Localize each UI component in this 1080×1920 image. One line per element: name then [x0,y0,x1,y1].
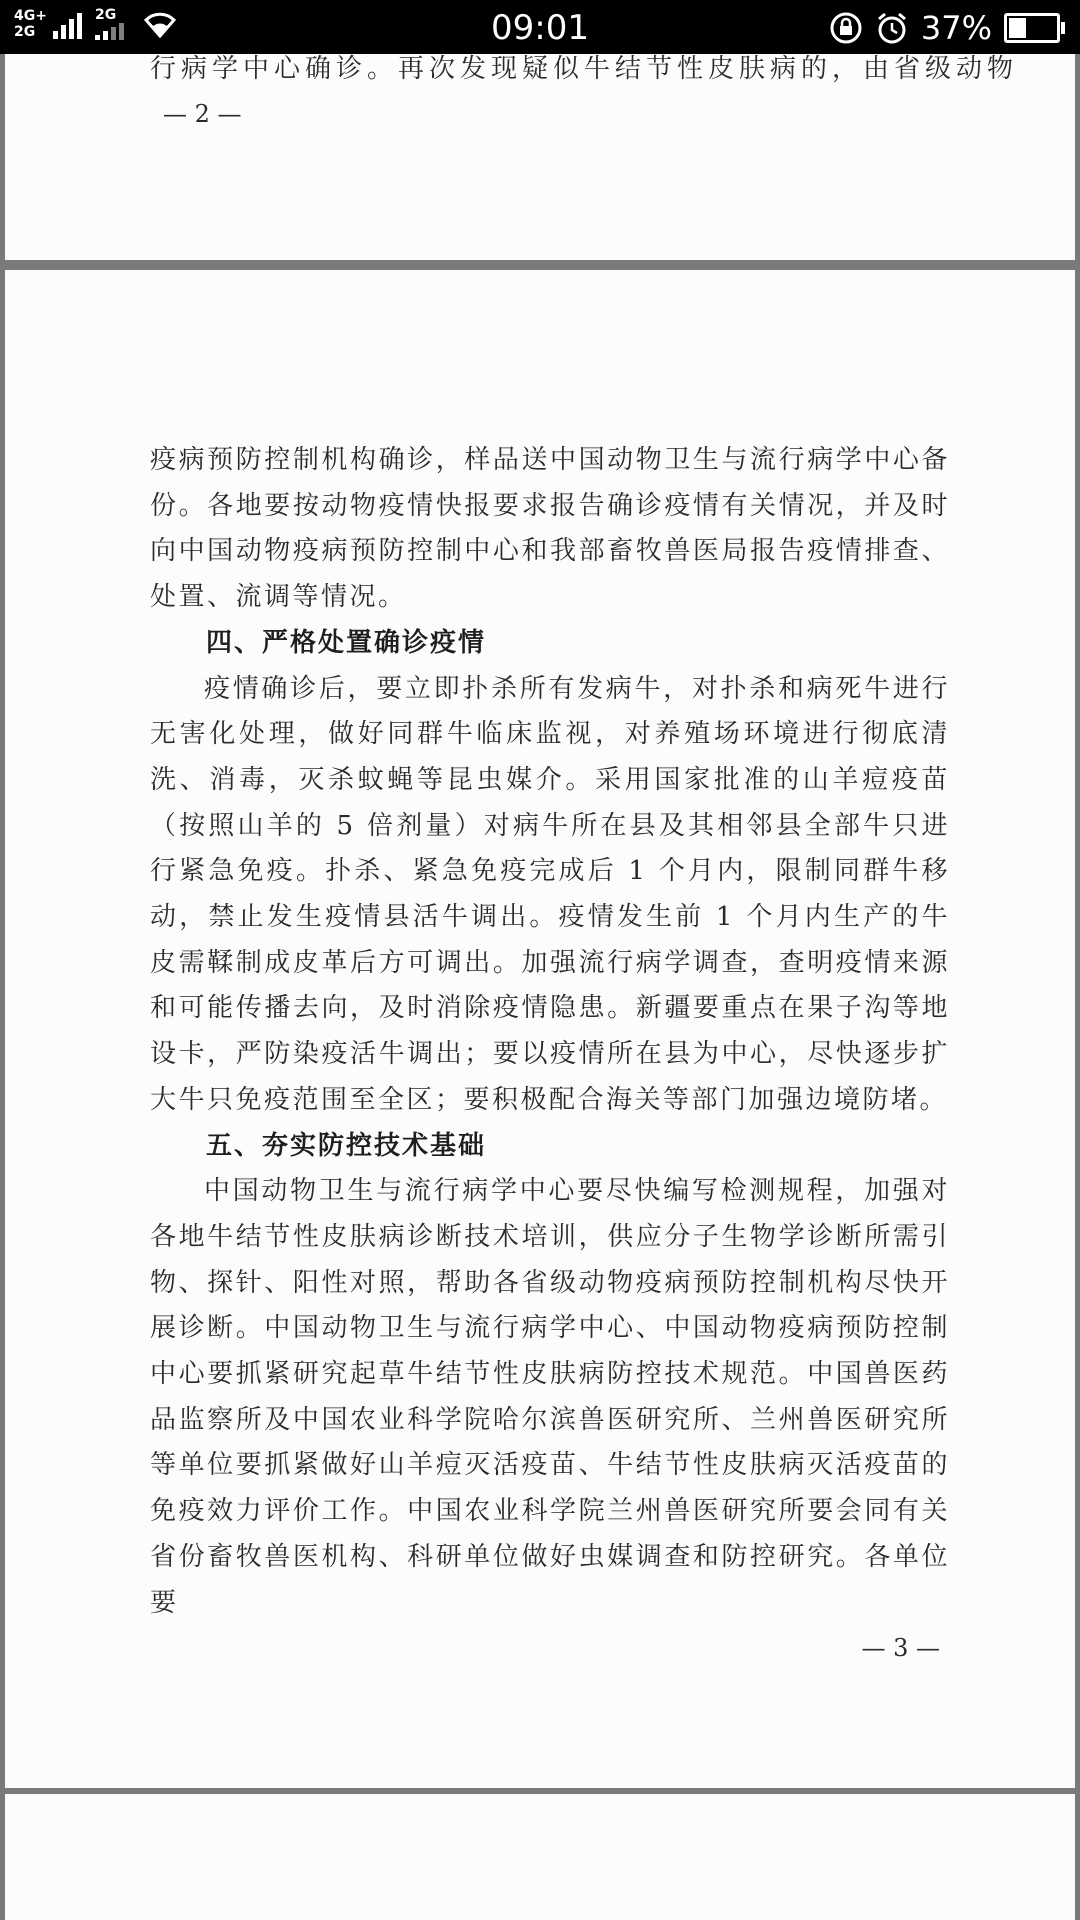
section-heading: 四、严格处置确诊疫情 [206,627,487,658]
alarm-clock-icon [875,11,909,45]
previous-page-partial-text: 行病学中心确诊。再次发现疑似牛结节性皮肤病的，由省级动物 [150,54,1019,84]
page-previous [5,54,1075,260]
section-heading: 五、夯实防控技术基础 [206,1130,487,1161]
page-next [5,1794,1075,1920]
page-number-previous: — 2 — [163,100,242,128]
battery-fill [1009,18,1026,38]
paragraph: 中国动物卫生与流行病学中心要尽快编写检测规程，加强对各地牛结节性皮肤病诊断技术培训，供应分子生物学诊断所需引物、探针、阳性对照，帮助各省级动物疫病预防控制机构尽快开展诊断。中国动物卫生与流行病学中心、中国动物疫病预防控制中心要抓紧研究起草牛结节性皮肤病防控技术规范。中国兽医药品监察所及中国农业科学院哈尔滨兽医研究所、兰州兽医研究所等单位要抓紧做好山羊痘灭活疫苗、牛结节性皮肤病灭活疫苗的免疫效力评价工作。中国农业科学院兰州兽医研究所要会同有关省份畜牧兽医机构、科研单位做好虫媒调查和防控研究。各单位要 [150,1176,950,1618]
status-icons-right [817,9,1060,47]
status-bar [0,0,1080,54]
network-type-top: 4G+ [14,8,47,24]
battery-icon [1004,13,1060,43]
clock: 09:01 [491,8,589,48]
page-content [150,438,950,1626]
paragraph: 疫病预防控制机构确诊，样品送中国动物卫生与流行病学中心备份。各地要按动物疫情快报要求报告确诊疫情有关情况，并及时向中国动物疫病预防控制中心和我部畜牧兽医局报告疫情排查、处置、流调等情况。 [150,445,950,613]
page-number-current: — 3 — [861,1634,940,1662]
battery-percent: 37% [920,9,992,47]
network-type-secondary: 2G [94,7,117,23]
network-type-bottom: 2G [14,24,36,40]
page-current [5,270,1075,1788]
paragraph: 疫情确诊后，要立即扑杀所有发病牛，对扑杀和病死牛进行无害化处理，做好同群牛临床监视，对养殖场环境进行彻底清洗、消毒，灭杀蚊蝇等昆虫媒介。采用国家批准的山羊痘疫苗（按照山羊的 5 倍剂量）对病牛所在县及其相邻县全部牛只进行紧急免疫。扑杀、紧急免疫完成后 1 个月内，限制同群牛移动，禁止发生疫情县活牛调出。疫情发生前 1 个月内生产的牛皮需鞣制成皮革后方可调出。加强流行病学调查，查明疫情来源和可能传播去向，及时消除疫情隐患。新疆要重点在果子沟等地设卡，严防染疫活牛调出；要以疫情所在县为中心，尽快逐步扩大牛只免疫范围至全区；要积极配合海关等部门加强边境防堵。 [150,673,950,1115]
rotation-lock-icon [829,11,863,45]
document-viewer[interactable] [0,54,1080,1920]
